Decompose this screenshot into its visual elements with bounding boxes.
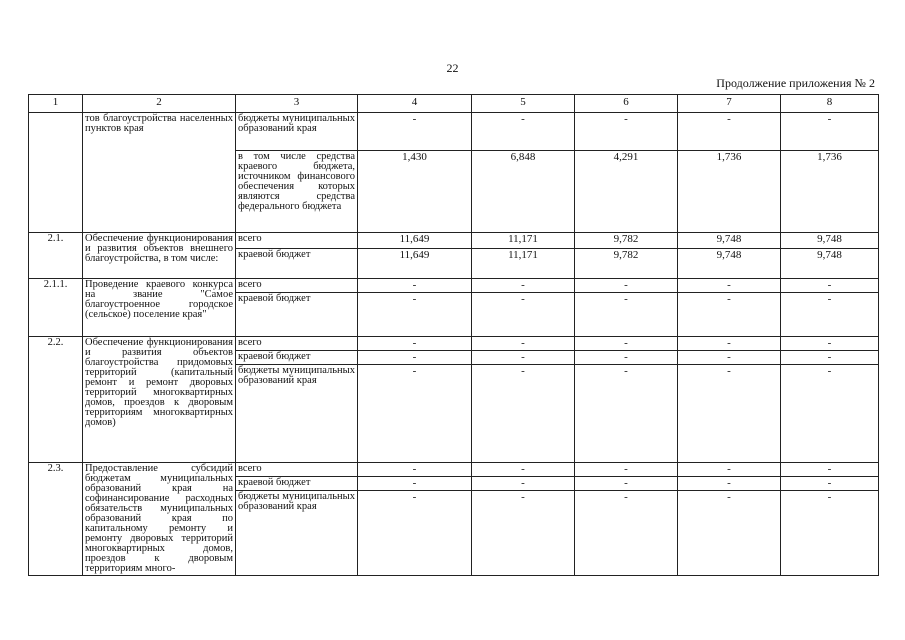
funding-source: краевой бюджет [236,249,358,279]
value-cell: - [678,477,781,491]
funding-source: всего [236,279,358,293]
funding-source: краевой бюджет [236,351,358,365]
row-name: Проведение краевого конкурса на звание "Самое благоустроенное городское (сельское) поселение края" [83,279,236,337]
value-cell: 9,782 [575,233,678,249]
value-cell: - [472,293,575,337]
value-cell: - [472,337,575,351]
funding-source: всего [236,337,358,351]
value-cell: - [358,491,472,576]
value-cell: 1,430 [358,151,472,233]
funding-source: бюджеты муниципальных образований края [236,113,358,151]
value-cell: - [358,293,472,337]
value-cell: - [781,463,879,477]
row-number [29,113,83,233]
row-number: 2.1. [29,233,83,279]
value-cell: 11,649 [358,233,472,249]
value-cell: - [358,337,472,351]
value-cell: - [575,491,678,576]
value-cell: 11,649 [358,249,472,279]
value-cell: - [472,463,575,477]
value-cell: 9,748 [678,233,781,249]
value-cell: - [575,463,678,477]
value-cell: 11,171 [472,233,575,249]
value-cell: - [358,351,472,365]
row-number: 2.2. [29,337,83,463]
table-row [29,233,879,249]
value-cell: - [472,279,575,293]
value-cell: 11,171 [472,249,575,279]
value-cell: - [575,279,678,293]
table-row [29,279,879,293]
value-cell: - [472,491,575,576]
value-cell: - [781,337,879,351]
row-name: Обеспечение функционирования и развития объектов благоустройства придомовых территорий (капитальный ремонт и ремонт дворовых территорий многоквартирных домов, проездов к дворовым территориям многоквартирных домов) [83,337,236,463]
value-cell: 1,736 [678,151,781,233]
table-row [29,337,879,351]
column-header: 8 [781,95,879,113]
table-row [29,113,879,151]
value-cell: - [472,113,575,151]
value-cell: - [575,113,678,151]
value-cell: - [575,351,678,365]
row-name: Предоставление субсидий бюджетам муниципальных образований края на софинансирование расходных обязательств муниципальных образований края по капитальному ремонту и ремонту дворовых территорий многоквартирных домов, проездов к дворовым территориям много- [83,463,236,576]
value-cell: 9,748 [781,233,879,249]
header-row [29,95,879,113]
row-number: 2.1.1. [29,279,83,337]
column-header: 7 [678,95,781,113]
value-cell: - [472,351,575,365]
value-cell: - [575,365,678,463]
value-cell: - [781,113,879,151]
funding-source: краевой бюджет [236,293,358,337]
row-name: тов благоустройства населенных пунктов края [83,113,236,233]
budget-table [28,94,879,576]
value-cell: - [358,113,472,151]
funding-source: всего [236,233,358,249]
value-cell: 9,748 [678,249,781,279]
value-cell: - [781,279,879,293]
funding-source: бюджеты муниципальных образований края [236,491,358,576]
value-cell: - [678,293,781,337]
value-cell: 6,848 [472,151,575,233]
value-cell: - [678,279,781,293]
value-cell: - [575,293,678,337]
value-cell: - [781,477,879,491]
column-header: 1 [29,95,83,113]
value-cell: - [678,491,781,576]
column-header: 3 [236,95,358,113]
value-cell: - [472,477,575,491]
page-number: 22 [446,61,459,75]
value-cell: - [678,337,781,351]
column-header: 6 [575,95,678,113]
value-cell: 9,782 [575,249,678,279]
table-row [29,463,879,477]
value-cell: - [358,365,472,463]
value-cell: - [678,365,781,463]
funding-source: в том числе средства краевого бюджета, источником финансового обеспечения которых являются средства федерального бюджета [236,151,358,233]
column-header: 2 [83,95,236,113]
value-cell: - [472,365,575,463]
value-cell: - [781,293,879,337]
value-cell: - [678,463,781,477]
continuation-caption: Продолжение приложения № 2 [716,76,875,90]
value-cell: - [678,113,781,151]
value-cell: - [781,365,879,463]
funding-source: всего [236,463,358,477]
value-cell: - [575,477,678,491]
column-header: 5 [472,95,575,113]
value-cell: - [781,351,879,365]
funding-source: бюджеты муниципальных образований края [236,365,358,463]
funding-source: краевой бюджет [236,477,358,491]
value-cell: - [358,477,472,491]
value-cell: 9,748 [781,249,879,279]
value-cell: 4,291 [575,151,678,233]
value-cell: - [781,491,879,576]
value-cell: - [678,351,781,365]
value-cell: - [358,279,472,293]
row-number: 2.3. [29,463,83,576]
value-cell: - [358,463,472,477]
row-name: Обеспечение функционирования и развития объектов внешнего благоустройства, в том числе: [83,233,236,279]
value-cell: - [575,337,678,351]
value-cell: 1,736 [781,151,879,233]
column-header: 4 [358,95,472,113]
